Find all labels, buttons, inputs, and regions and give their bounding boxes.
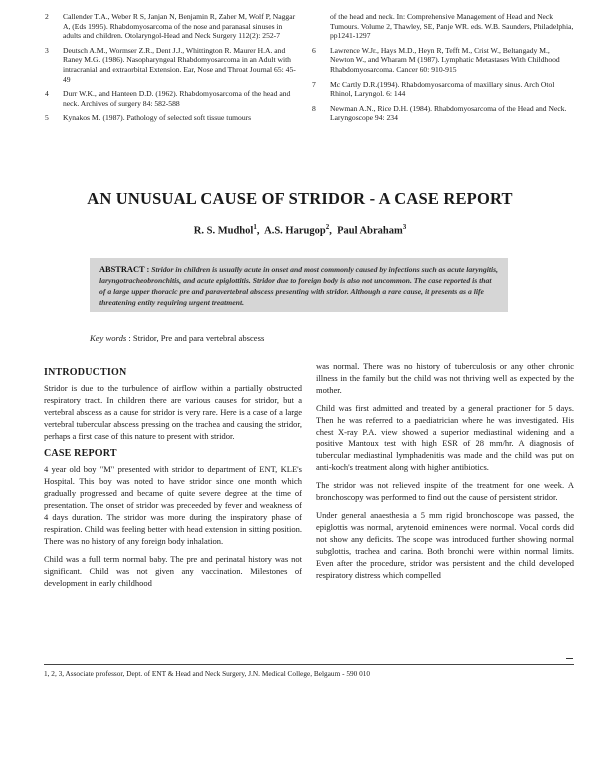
keywords-label: Key words — [90, 333, 127, 343]
author-affiliation-mark: 1 — [253, 223, 257, 231]
body-right-column — [316, 361, 574, 587]
continuation-mark — [566, 658, 573, 659]
paragraph: was normal. There was no history of tuberculosis or any other chronic illness in the family but the child was not thriving well as expected by the mother. — [316, 361, 574, 395]
abstract-box — [90, 258, 508, 312]
reference-item: 5 Kynakos M. (1987). Pathology of selected soft tissue tumours — [45, 113, 252, 123]
reference-item: 4 Durr W.K., and Hanteen D.D. (1962). Rhabdomyosarcoma of the head and neck. Archives of surgery 84: 582-588 — [45, 89, 291, 108]
author-name: Paul Abraham — [337, 225, 403, 237]
article-title: AN UNUSUAL CAUSE OF STRIDOR - A CASE REPORT — [87, 189, 513, 208]
affiliation-footnote: 1, 2, 3, Associate professor, Dept. of ENT & Head and Neck Surgery, J.N. Medical College, Belgaum - 590 010 — [44, 669, 371, 678]
section-heading-case-report: CASE REPORT — [44, 448, 117, 460]
author-line: R. S. Mudhol$^1$, A.S. Harugop$^2$, Paul Abraham$^3$ — [193, 223, 407, 237]
reference-item: of the head and neck. In: Comprehensive Management of Head and Neck Tumours. Volume 2, Thawley, SE, Panje WR. eds. W.B. Saunders, Philadelphia, pp1241-1297 — [330, 12, 574, 41]
references-right-column — [312, 12, 574, 128]
author-name: R. S. Mudhol — [193, 225, 254, 237]
reference-item: 6 Lawrence W.Jr., Hays M.D., Heyn R, Tefft M., Crist W., Beltangady M., Newton W., and Wharam M (1987). Lymphatic Metastases With Childhood Rhabdomyosarcoma. Cancer 60: 910-915 — [312, 45, 560, 74]
footnote-divider — [44, 664, 574, 665]
abstract-label: ABSTRACT : — [99, 265, 150, 274]
paragraph: 4 year old boy "M" presented with stridor to department of ENT, KLE's Hospital. This boy was noted to have stridor since one month which gradually progressed and became of quite severe degree at the time of presentation. The onset of stridor was preceeded by fever and weakness of 4 days duration. The stridor was more during the inspiratory phase of respiration. Child was feeling better with head extension in sitting position. There was no history of any foreign body inhalation. — [44, 464, 302, 546]
reference-item: 3 Deutsch A.M., Wormser Z.R., Dent J.J., Whittington R. Maurer H.A. and Raney M.G. (1986). Nasopharyngeal Rhabdomyosarcoma in an Adult with intracranial and extraorbital Extension. Ear, Nose and Throat Journal 65: 45-49 — [45, 45, 296, 84]
abstract-text: Stridor in children is usually acute in onset and most commonly caused by infections such as acute laryngitis, laryngotracheobronchitis, and acute epiglottitis. Stridor due to foreign body is also not uncommon. The case reported is that of a large upper thoracic pre and paravertebral abscess presenting with stridor. Although a rare cause, it presents as a life threatening entity requiring urgent treatment. — [99, 265, 499, 307]
author-affiliation-mark: 2 — [325, 223, 330, 231]
paragraph: The stridor was not relieved inspite of the treatment for one week. A bronchoscopy was performed to find out the cause of persistent stridor. — [316, 480, 574, 503]
paragraph: Under general anaesthesia a 5 mm rigid bronchoscope was passed, the epiglottis was normal, arytenoid eminences were normal. Vocal cords did not show any deficits. The scope was introduced further showing normal subglottis, trachea and carina. Both bronchi were within normal limits. Even after the procedure, stridor was persistent and the child developed respiratory distress which compelled — [316, 509, 574, 580]
section-heading-introduction: INTRODUCTION — [44, 367, 127, 378]
keywords-text: : Stridor, Pre and para vertebral abscess — [128, 333, 265, 343]
references-left-column — [45, 12, 300, 128]
reference-item: 2 Callender T.A., Weber R S, Janjan N, Benjamin R, Zaher M, Wolf P, Naggar A, (Eds 1995). Rhabdomyosarcoma of the nose and paranasal sinuses in adults and children. Otolaryngol-Head and Neck Surgery 112(2): 252-7 — [45, 12, 296, 41]
reference-item: 8 Newman A.N., Rice D.H. (1984). Rhabdomyosarcoma of the Head and Neck. Laryngoscope 94: 234 — [312, 103, 567, 123]
reference-item: 7 Mc Cartly D.R.(1994). Rhabdomyosarcoma of maxillary sinus. Arch Otol Rhinol, Laryngol. 6: 144 — [312, 79, 555, 99]
paragraph: Stridor is due to the turbulence of airflow within a partially obstructed respiratory tract. In children there are various causes for stridor, but a vertebral abscess as a cause for stridor is very rare. Here is a case of a large vertebral tubercular abscess pressing on the trachea and causing the stridor, perhaps a first case of this nature to present with stridor. — [44, 382, 302, 441]
author-affiliation-mark: 3 — [402, 223, 407, 231]
paragraph: Child was first admitted and treated by a general practioner for 5 days. Then he was referred to a paediatrician where he was investigated. His chest X-ray P.A. view showed a superior mediastinal widening and a positive Mantoux test with high ESR of 28 mm/hr. A diagnosis of tubercular mediastinal lymphadenitis was made and the child was put on anti-koch's treatment along with higher antibiotics. — [316, 402, 574, 473]
author-name: A.S. Harugop — [264, 225, 326, 237]
keywords-line — [90, 333, 264, 343]
paragraph: Child was a full term normal baby. The pre and perinatal history was not significant. Child was not given any vaccination. Milestones of development in early childhood — [44, 553, 302, 588]
body-left-column — [44, 361, 302, 595]
